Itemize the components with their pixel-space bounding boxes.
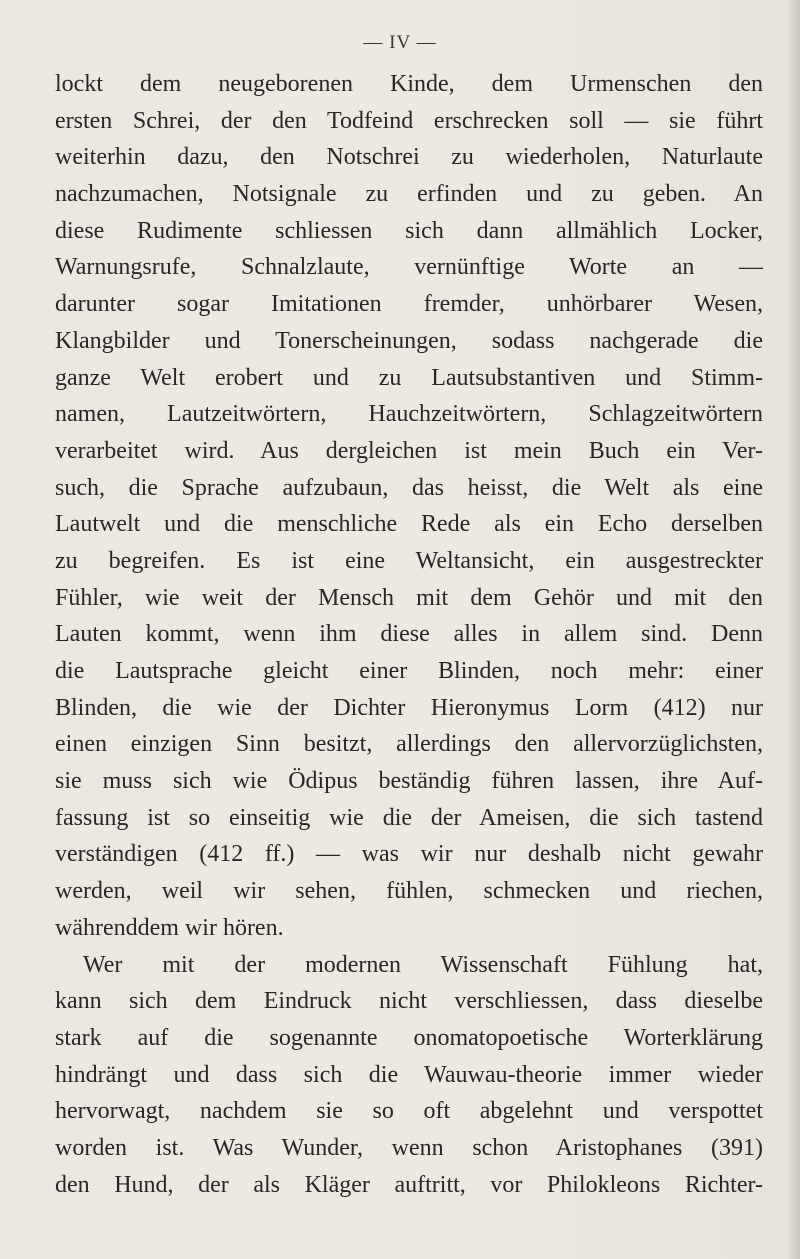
- text-line: hervorwagt, nachdem sie so oft abgelehnt und verspottet: [55, 1098, 763, 1125]
- text-line: worden ist. Was Wunder, wenn schon Aristophanes (391): [55, 1134, 763, 1161]
- text-line: Warnungsrufe, Schnalzlaute, vernünftige Worte an —: [55, 254, 763, 281]
- body-text: [55, 66, 763, 1203]
- text-line: Klangbilder und Tonerscheinungen, sodass nachgerade die: [55, 327, 763, 354]
- text-line: hindrängt und dass sich die Wauwau-theorie immer wieder: [55, 1061, 763, 1088]
- text-line: Lautwelt und die menschliche Rede als ein Echo derselben: [55, 511, 763, 538]
- text-line: nachzumachen, Notsignale zu erfinden und zu geben. An: [55, 181, 763, 208]
- page-number-header: — IV —: [363, 32, 437, 53]
- text-line: stark auf die sogenannte onomatopoetische Worterklärung: [55, 1024, 763, 1051]
- text-line: den Hund, der als Kläger auftritt, vor Philokleons Richter-: [55, 1171, 763, 1198]
- text-line: ganze Welt erobert und zu Lautsubstantiven und Stimm-: [55, 364, 763, 391]
- text-line: Lauten kommt, wenn ihm diese alles in allem sind. Denn: [55, 621, 763, 648]
- text-line: sie muss sich wie Ödipus beständig führen lassen, ihre Auf-: [55, 768, 763, 795]
- text-line: fassung ist so einseitig wie die der Ameisen, die sich tastend: [55, 804, 763, 831]
- page-edge-shadow: [786, 0, 800, 1259]
- text-line: diese Rudimente schliessen sich dann allmählich Locker,: [55, 217, 763, 244]
- text-line: verständigen (412 ff.) — was wir nur deshalb nicht gewahr: [55, 841, 763, 868]
- paragraph-end-line: währenddem wir hören.: [55, 914, 284, 941]
- text-line: such, die Sprache aufzubaun, das heisst, die Welt als eine: [55, 474, 763, 501]
- text-line: Blinden, die wie der Dichter Hieronymus Lorm (412) nur: [55, 694, 763, 721]
- text-line: verarbeitet wird. Aus dergleichen ist mein Buch ein Ver-: [55, 437, 763, 464]
- text-line: weiterhin dazu, den Notschrei zu wiederholen, Naturlaute: [55, 144, 763, 171]
- paragraph-start-line: Wer mit der modernen Wissenschaft Fühlung hat,: [83, 951, 763, 978]
- text-line: namen, Lautzeitwörtern, Hauchzeitwörtern, Schlagzeitwörtern: [55, 401, 763, 428]
- text-line: die Lautsprache gleicht einer Blinden, noch mehr: einer: [55, 658, 763, 684]
- text-line: darunter sogar Imitationen fremder, unhörbarer Wesen,: [55, 291, 763, 318]
- text-line: lockt dem neugeborenen Kinde, dem Urmenschen den: [55, 71, 763, 97]
- text-line: ersten Schrei, der den Todfeind erschrecken soll — sie führt: [55, 107, 763, 134]
- text-line: werden, weil wir sehen, fühlen, schmecken und riechen,: [55, 878, 763, 905]
- text-line: einen einzigen Sinn besitzt, allerdings den allervorzüglichsten,: [55, 731, 763, 758]
- text-line: Fühler, wie weit der Mensch mit dem Gehör und mit den: [55, 584, 763, 611]
- text-line: kann sich dem Eindruck nicht verschliessen, dass dieselbe: [55, 988, 763, 1015]
- text-line: zu begreifen. Es ist eine Weltansicht, ein ausgestreckter: [55, 547, 763, 574]
